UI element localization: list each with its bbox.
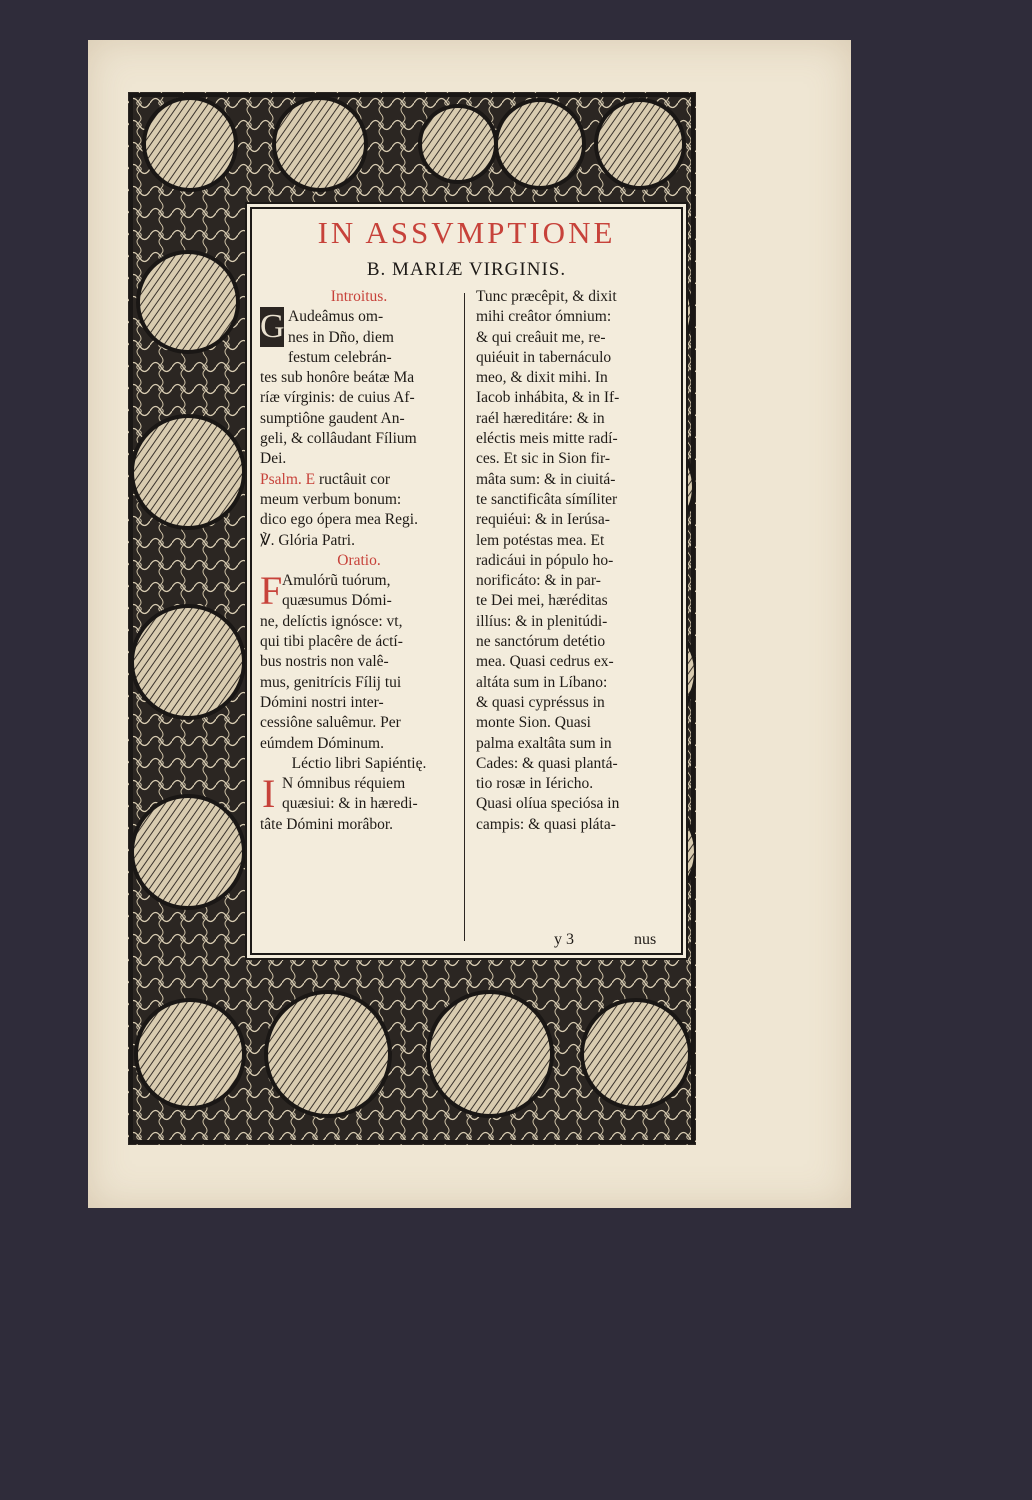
- psalm-text: ructâuit cor: [319, 470, 391, 488]
- right-line: ces. Et sic in Sion fir-: [476, 450, 610, 468]
- oratio-line: qui tibi placêre de áctí-: [260, 633, 403, 651]
- introitus-block: [260, 307, 458, 469]
- lectio-line: tâte Dómini morâbor.: [260, 815, 394, 833]
- psalm-line: [260, 470, 458, 490]
- lectio-line: N ómnibus réquiem: [282, 775, 406, 793]
- introitus-line: ríæ vírginis: de cuius Af-: [260, 389, 415, 407]
- right-line: illíus: & in plenitúdi-: [476, 612, 608, 630]
- right-line: radicáui in pópulo ho-: [476, 551, 614, 569]
- right-line: Iacob inhábita, & in If-: [476, 389, 620, 407]
- introitus-heading: Introitus.: [330, 288, 388, 305]
- right-line: te sanctificâta símíliter: [476, 490, 618, 508]
- right-line: lem potéstas mea. Et: [476, 531, 605, 549]
- right-line: ne sanctórum detétio: [476, 633, 606, 651]
- right-line: raél hæreditáre: & in: [476, 409, 605, 427]
- oratio-line: quæsumus Dómi-: [282, 592, 392, 610]
- left-column: [260, 287, 458, 835]
- right-line: palma exaltâta sum in: [476, 734, 612, 752]
- psalm-label: Psalm. E: [260, 470, 316, 488]
- psalm-line: ℣. Glória Patri.: [260, 531, 355, 549]
- psalm-line: meum verbum bonum:: [260, 490, 402, 508]
- lectio-heading: Léctio libri Sapiéntię.: [291, 754, 427, 772]
- oratio-line: ne, delíctis ignósce: vt,: [260, 612, 403, 630]
- right-line: Cades: & quasi plantá-: [476, 754, 618, 772]
- introitus-line: tes sub honôre beátæ Ma: [260, 369, 415, 387]
- introitus-initial: G: [260, 308, 285, 346]
- oratio-line: mus, genitrícis Fílij tui: [260, 673, 402, 691]
- right-line: & quasi cypréssus in: [476, 693, 605, 711]
- oratio-initial: F: [260, 568, 283, 614]
- lectio-block: [260, 771, 458, 835]
- right-line: Tunc præcêpit, & dixit: [476, 288, 617, 305]
- oratio-heading: Oratio.: [337, 551, 381, 569]
- introitus-line: nes in Dño, diem: [288, 328, 394, 346]
- introitus-line: festum celebrán-: [288, 348, 392, 366]
- right-line: meo, & dixit mihi. In: [476, 369, 608, 387]
- right-line: altáta sum in Líbano:: [476, 673, 608, 691]
- right-line: te Dei mei, hæréditas: [476, 592, 608, 610]
- introitus-line: Dei.: [260, 450, 287, 468]
- right-line: Quasi olíua speciósa in: [476, 795, 620, 813]
- right-column: [476, 287, 674, 835]
- column-divider: [464, 293, 465, 941]
- introitus-line: geli, & collâudant Fílium: [260, 430, 417, 448]
- page-title: IN ASSVMPTIONE: [317, 215, 616, 250]
- lectio-initial: I: [262, 771, 276, 817]
- oratio-block: [260, 568, 458, 754]
- text-panel: [252, 209, 681, 953]
- page-subtitle: B. MARIÆ VIRGINIS.: [366, 259, 567, 280]
- introitus-line: sumptiône gaudent An-: [260, 409, 405, 427]
- right-line: norificáto: & in par-: [476, 572, 601, 590]
- right-line: requiéui: & in Ierúsa-: [476, 511, 610, 529]
- oratio-line: Dómini nostri inter-: [260, 693, 384, 711]
- oratio-line: bus nostris non valê-: [260, 653, 389, 671]
- right-line: & qui creâuit me, re-: [476, 328, 606, 346]
- right-line: mâta sum: & in ciuitá-: [476, 470, 616, 488]
- oratio-line: eúmdem Dóminum.: [260, 734, 384, 752]
- right-line: mihi creâtor ómnium:: [476, 308, 612, 326]
- signature-mark: y 3: [554, 931, 574, 948]
- oratio-line: Amulórũ tuórum,: [282, 572, 391, 590]
- oratio-line: cessiône saluêmur. Per: [260, 714, 401, 732]
- catchword: nus: [634, 931, 657, 948]
- right-line: mea. Quasi cedrus ex-: [476, 653, 614, 671]
- introitus-line: Audeâmus om-: [288, 308, 384, 326]
- right-line: quiéuit in tabernáculo: [476, 348, 612, 366]
- right-line: eléctis meis mitte radí-: [476, 430, 618, 448]
- psalm-line: dico ego ópera mea Regi.: [260, 511, 418, 529]
- right-line: tio rosæ in Iéricho.: [476, 775, 594, 793]
- right-line: monte Sion. Quasi: [476, 714, 591, 732]
- lectio-line: quæsiui: & in hæredi-: [282, 795, 418, 813]
- right-line: campis: & quasi pláta-: [476, 815, 616, 833]
